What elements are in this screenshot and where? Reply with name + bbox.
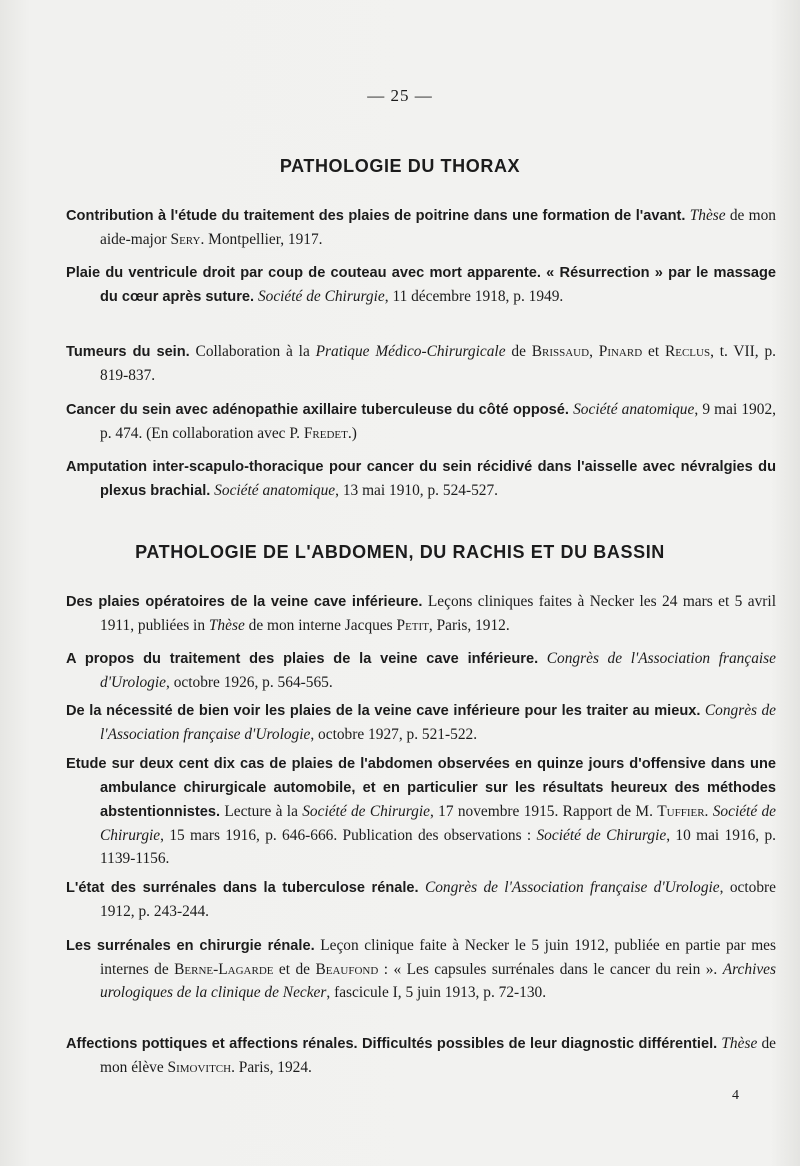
entry-text: de mon aide-major bbox=[100, 207, 776, 248]
author-name: Petit bbox=[396, 617, 429, 634]
entry-text: , fascicule I, 5 juin 1913, p. 72-130. bbox=[326, 984, 547, 1001]
author-name: Sery bbox=[170, 231, 201, 248]
entry-text: , 10 mai 1916, p. 1139-1156. bbox=[100, 827, 776, 867]
bibliography-entry bbox=[66, 340, 776, 387]
entry-source: Congrès de l'Association française d'Urologie bbox=[100, 702, 776, 743]
entry-text: : « Les capsules surrénales dans le cancer du rein ». bbox=[378, 961, 723, 978]
entry-source: Thèse bbox=[208, 617, 245, 634]
entry-source: Archives urologiques de la clinique de Necker bbox=[100, 961, 776, 1001]
entry-text: Collaboration à la bbox=[189, 343, 316, 360]
entry-text: , 17 novembre 1915. Rapport de M. bbox=[429, 803, 658, 820]
entry-text: de mon élève bbox=[100, 1035, 776, 1076]
author-name: Fredet bbox=[303, 425, 348, 442]
section-title-thorax: PATHOLOGIE DU THORAX bbox=[279, 156, 521, 176]
entry-text: , 11 décembre 1918, p. 1949. bbox=[384, 288, 564, 305]
page-number: — 25 — bbox=[367, 86, 433, 105]
entry-source: Thèse bbox=[689, 207, 726, 224]
entry-title: Des plaies opératoires de la veine cave inférieure. bbox=[66, 594, 423, 610]
author-name: Pinard bbox=[598, 343, 643, 360]
entry-text: , 13 mai 1910, p. 524-527. bbox=[335, 482, 499, 499]
entry-source: Société anatomique bbox=[214, 482, 336, 499]
entry-text: , octobre 1927, p. 521-522. bbox=[310, 726, 478, 743]
entry-title: Tumeurs du sein. bbox=[66, 344, 190, 360]
entry-text: Leçons cliniques faites à Necker les 24 mars et 5 avril 1911, publiées in bbox=[100, 593, 776, 634]
signature-mark: 4 bbox=[732, 1088, 739, 1103]
entry-title: Cancer du sein avec adénopathie axillaire tuberculeuse du côté opposé. bbox=[66, 402, 569, 418]
entry-text: , octobre 1926, p. 564-565. bbox=[166, 674, 333, 691]
entry-text: . Paris, 1924. bbox=[231, 1059, 312, 1076]
entry-title: Affections pottiques et affections rénales. Difficultés possibles de leur diagnostic différentiel. bbox=[66, 1036, 718, 1052]
entry-text: .) bbox=[347, 425, 357, 442]
entry-source: Société de Chirurgie bbox=[257, 288, 385, 305]
entry-source: Congrès de l'Association française d'Urologie bbox=[100, 650, 776, 691]
entry-title: Etude sur deux cent dix cas de plaies de l'abdomen observées en quinze jours d'offensive dans une ambulance chirurgicale automobile, et en particulier sur les résultats heureux des méthodes abstentionnistes. bbox=[66, 756, 776, 820]
author-name: Berne-Lagarde bbox=[174, 961, 274, 978]
bibliography-entry bbox=[66, 699, 776, 746]
entry-title: Contribution à l'étude du traitement des plaies de poitrine dans une formation de l'avant. bbox=[66, 208, 686, 224]
author-name: Beaufond bbox=[315, 961, 379, 978]
author-name: Reclus bbox=[664, 343, 711, 360]
entry-text: , t. VII, p. 819-837. bbox=[100, 343, 777, 384]
entry-text: et de bbox=[273, 961, 316, 978]
section-title-abdomen: PATHOLOGIE DE L'ABDOMEN, DU RACHIS ET DU BASSIN bbox=[135, 542, 665, 562]
entry-source: Thèse bbox=[721, 1035, 758, 1052]
entry-text: Leçon clinique faite à Necker le 5 juin 1912, publiée en partie par mes internes de bbox=[100, 937, 776, 978]
entry-text: et bbox=[642, 343, 665, 360]
entry-title: Amputation inter-scapulo-thoracique pour cancer du sein récidivé dans l'aisselle avec névralgies du plexus brachial. bbox=[66, 459, 776, 499]
author-name: Tuffier bbox=[657, 803, 705, 820]
entry-text: . Montpellier, 1917. bbox=[200, 231, 323, 248]
bibliography-entry bbox=[66, 647, 776, 694]
entry-text: de bbox=[505, 343, 532, 360]
entry-text: de mon interne Jacques bbox=[244, 617, 397, 634]
entry-text: , Paris, 1912. bbox=[428, 617, 510, 634]
bibliography-entry bbox=[66, 934, 776, 1004]
bibliography-entry bbox=[66, 204, 776, 251]
bibliography-entry bbox=[66, 261, 776, 309]
entry-source: Pratique Médico-Chirurgicale bbox=[315, 343, 506, 360]
entry-title: L'état des surrénales dans la tuberculose rénale. bbox=[66, 880, 419, 896]
bibliography-entry bbox=[66, 1032, 776, 1079]
entry-text: , 15 mars 1916, p. 646-666. Publication des observations : bbox=[160, 827, 537, 844]
bibliography-entry bbox=[66, 398, 776, 445]
bibliography-entry bbox=[66, 752, 776, 870]
entry-source: Société anatomique bbox=[573, 401, 695, 418]
entry-title: A propos du traitement des plaies de la veine cave inférieure. bbox=[66, 651, 539, 667]
bibliography-entry bbox=[66, 455, 776, 503]
entry-source: Société de Chirurgie bbox=[302, 803, 430, 820]
entry-title: De la nécessité de bien voir les plaies de la veine cave inférieure pour les traiter au mieux. bbox=[66, 703, 701, 719]
entry-text: . bbox=[704, 803, 713, 820]
entry-source: Congrès de l'Association française d'Urologie bbox=[424, 879, 720, 896]
bibliography-entry bbox=[66, 590, 776, 637]
entry-text: Lecture à la bbox=[220, 803, 303, 820]
entry-source: Société de Chirurgie bbox=[100, 803, 776, 844]
bibliography-entry bbox=[66, 876, 776, 923]
author-name: Simovitch bbox=[167, 1059, 232, 1076]
entry-title: Les surrénales en chirurgie rénale. bbox=[66, 938, 315, 954]
entry-text: , 9 mai 1902, p. 474. (En collaboration avec P. bbox=[100, 401, 776, 442]
entry-source: Société de Chirurgie bbox=[536, 827, 667, 844]
entry-text: , octobre 1912, p. 243-244. bbox=[100, 879, 776, 920]
author-name: Brissaud bbox=[531, 343, 590, 360]
entry-text: , bbox=[589, 343, 599, 360]
entry-title: Plaie du ventricule droit par coup de couteau avec mort apparente. « Résurrection » par le massage du cœur après suture. bbox=[66, 265, 776, 305]
